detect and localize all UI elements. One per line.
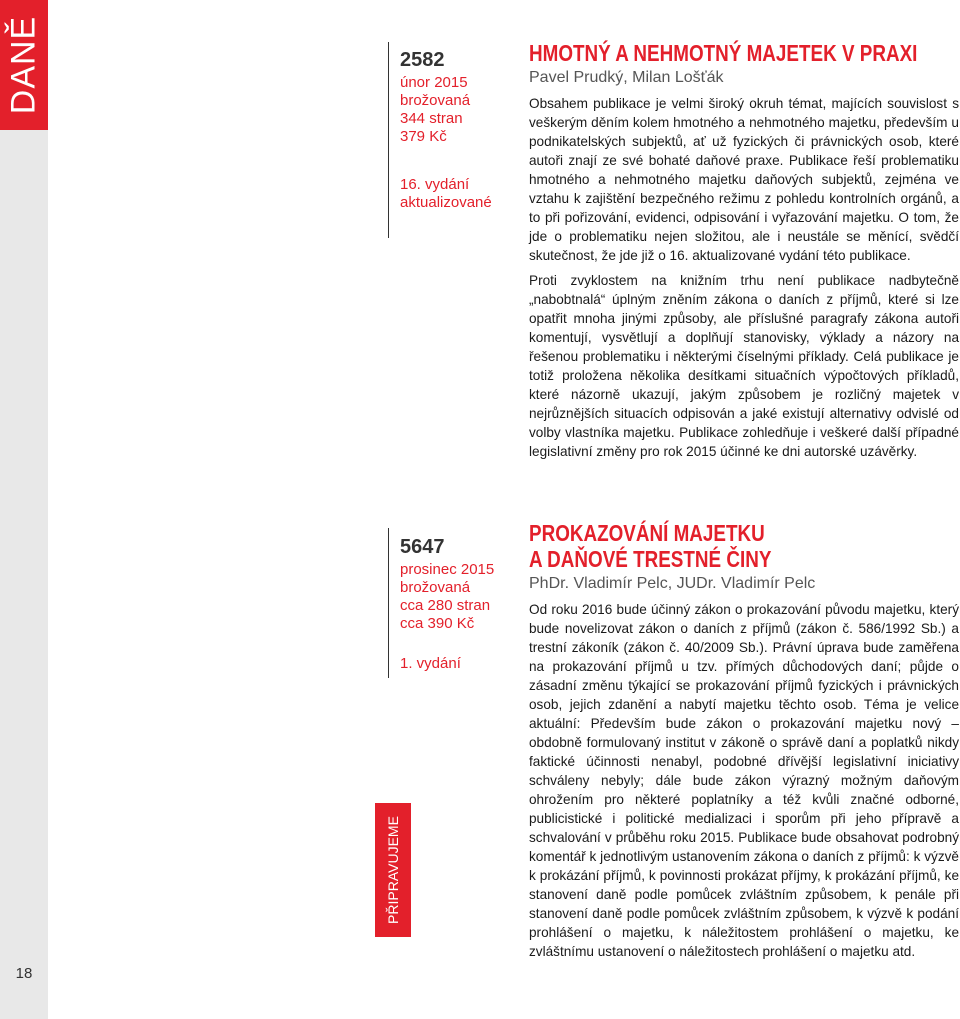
- page-number: 18: [15, 965, 33, 982]
- edition-note: aktualizované: [400, 194, 492, 211]
- book1-article: [529, 40, 959, 467]
- book-code: 5647: [400, 536, 445, 558]
- publish-date: únor 2015: [400, 74, 468, 91]
- book-title: HMOTNÝ A NEHMOTNÝ MAJETEK V PRAXI: [529, 40, 918, 66]
- book-description: Obsahem publikace je velmi široký okruh témat, majících souvislost s veškerým děním kolem hmotného a nehmotného majetku, především u podnikatelských subjektů, ať už fyzických či právnických osob, které autoři znají ze své bohaté daňové praxe. Publikace řeší problematiku hmotného a nehmotného majetku daňových subjektů, zejména ve vztahu k zajištění bezpečného režimu z pohledu kontrolních orgánů, a to při pořizování, evidenci, odpisování i vyřazování majetku. O tom, že jde o problematiku nejen složitou, ale i neustále se měnící, svědčí skutečnost, že jde již o 16. aktualizované vydání této publikace.: [529, 96, 959, 263]
- sidebar: [0, 0, 48, 1019]
- book-description: Proti zvyklostem na knižním trhu není publikace nadbytečně „nabobtnalá“ úplným zněním zákona o daních z příjmů, které si lze opatřit mnoha jinými způsoby, ale příslušné paragrafy zákona autoři komentují, vysvětlují a doplňují stanovisky, výklady a názory na řešenou problematiku i některými číselnými příklady. Celá publikace je totiž proložena několika desítkami situačních výpočtových příkladů, které názorně ukazují, jakým způsobem je rozličný majetek v nejrůznějších situacích odpisován a jaké existují alternativy odvislé od volby vlastníka majetku. Publikace zohledňuje i veškeré další případné legislativní změny pro rok 2015 účinné ke dni autorské uzávěrky.: [529, 273, 959, 459]
- binding: brožovaná: [400, 579, 471, 596]
- book2-meta: [400, 535, 494, 673]
- edition: 16. vydání: [400, 176, 470, 193]
- book1-meta: [400, 48, 492, 212]
- publish-date: prosinec 2015: [400, 561, 495, 578]
- book-authors: PhDr. Vladimír Pelc, JUDr. Vladimír Pelc: [529, 575, 816, 592]
- section-label: DANĚ: [4, 15, 43, 115]
- preparing-label: PŘIPRAVUJEME: [385, 816, 401, 924]
- book-title: A DAŇOVÉ TRESTNÉ ČINY: [529, 546, 772, 572]
- page-count: 344 stran: [400, 110, 463, 127]
- meta-divider: [388, 528, 389, 678]
- preparing-tag: [375, 803, 411, 937]
- meta-divider: [388, 42, 389, 238]
- binding: brožovaná: [400, 92, 471, 109]
- book-title: PROKAZOVÁNÍ MAJETKU: [529, 520, 765, 546]
- edition: 1. vydání: [400, 655, 461, 672]
- price: cca 390 Kč: [400, 615, 475, 632]
- book2-article: [529, 520, 959, 967]
- book-description: Od roku 2016 bude účinný zákon o prokazování původu majetku, který bude novelizovat zákon o daních z příjmů (zákon č. 586/1992 Sb.) a trestní zákoník (zákon č. 40/2009 Sb.). Právní úprava bude zaměřena na prokazování příjmů u tzv. přímých důchodových daní; půjde o zásadní změnu týkající se prokazování příjmů fyzických i právnických osob, jejich zdanění a nabytí majetku těchto osob. Téma je velice aktuální: Především bude zákon o prokazování majetku nový – obdobně formulovaný institut v zákoně o správě daní a poplatků nikdy faktické účinnosti nenabyl, podobné dřívější legislativní iniciativy schváleny nebyly; dále bude zákon výrazný možným daňovým ohrožením pro některé poplatníky a též kvůli značné odborné, publicistické i politické medializaci i sporům při jeho přípravě a schvalování v průběhu roku 2015. Publikace bude obsahovat podrobný komentář k jednotlivým ustanovením zákona o daních z příjmů: k výzvě k prokázání příjmů, k povinnosti prokázat příjmy, k prokázání příjmů, ke stanovení daně podle pomůcek zvláštním způsobem, k penále při stanovení daně podle pomůcek zvláštním způsobem, k výzvě k podání prohlášení o majetku, k náležitostem prohlášení o majetku, ke zvláštnímu ustanovení o náležitostech prohlášení o majetku atd.: [529, 602, 959, 959]
- book-authors: Pavel Prudký, Milan Lošťák: [529, 69, 724, 86]
- page-count: cca 280 stran: [400, 597, 491, 614]
- book-code: 2582: [400, 49, 445, 71]
- price: 379 Kč: [400, 128, 447, 145]
- section-tab: [0, 0, 48, 130]
